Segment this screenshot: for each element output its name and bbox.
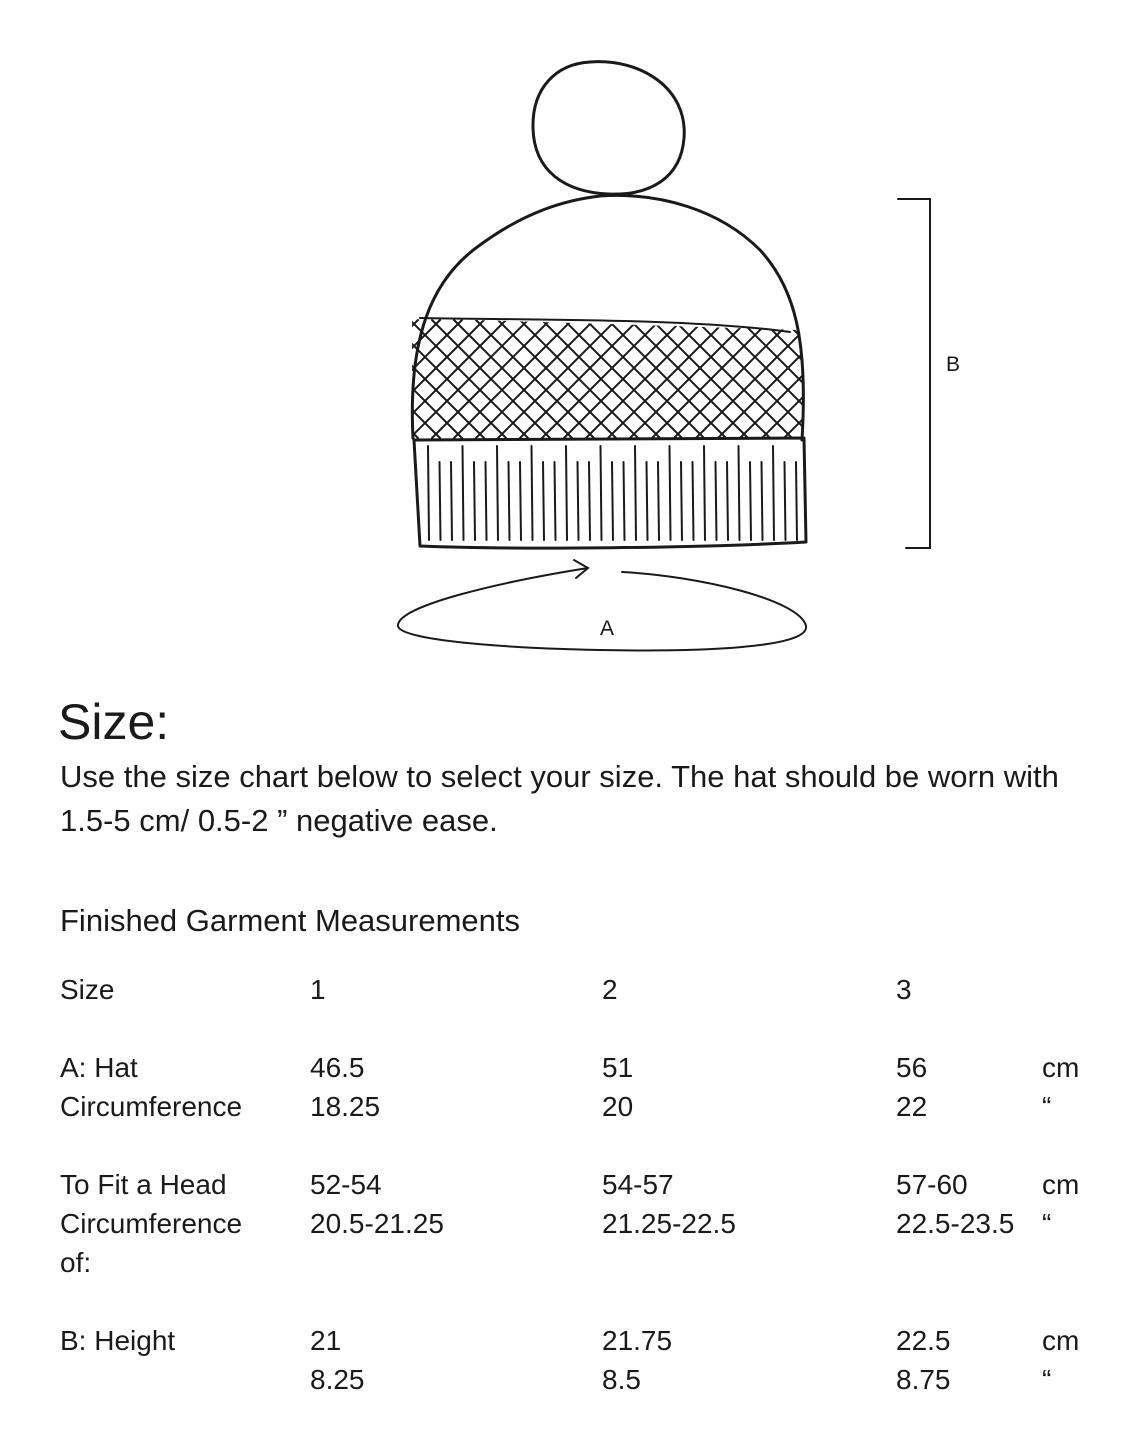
height-size-1: 21 8.25 xyxy=(310,1325,365,1395)
height-size-2: 21.75 8.5 xyxy=(602,1325,673,1395)
size-1-header: 1 xyxy=(310,974,326,1005)
hat-diagram xyxy=(0,0,1140,670)
hat-circumference-size-3: 56 22 xyxy=(896,1052,928,1122)
hat-brim xyxy=(414,438,806,548)
height-size-3: 22.5 8.75 xyxy=(896,1325,951,1395)
height-bracket xyxy=(898,199,930,548)
row-head-circumference-label: To Fit a Head Circumference of: xyxy=(60,1169,243,1278)
pom-pom xyxy=(533,62,684,195)
head-circumference-units: cm “ xyxy=(1042,1169,1080,1239)
height-units: cm “ xyxy=(1042,1325,1080,1395)
head-circumference-size-1: 52-54 20.5-21.25 xyxy=(310,1169,444,1239)
head-circumference-size-2: 54-57 21.25-22.5 xyxy=(602,1169,736,1239)
size-heading: Size: xyxy=(58,694,170,750)
size-3-header: 3 xyxy=(896,974,912,1005)
measurements-heading: Finished Garment Measurements xyxy=(60,903,521,938)
row-height-label: B: Height xyxy=(60,1325,176,1356)
hat-circumference-size-1: 46.5 18.25 xyxy=(310,1052,381,1122)
size-2-header: 2 xyxy=(602,974,618,1005)
row-hat-circumference-label: A: Hat Circumference xyxy=(60,1052,243,1122)
label-b: B xyxy=(946,353,961,376)
hat-circumference-units: cm “ xyxy=(1042,1052,1080,1122)
head-circumference-size-3: 57-60 22.5-23.5 xyxy=(896,1169,1015,1239)
hat-circumference-size-2: 51 20 xyxy=(602,1052,634,1122)
brim-ribbing xyxy=(428,446,797,540)
label-a: A xyxy=(600,617,615,640)
size-header-label: Size xyxy=(60,974,115,1005)
colorwork-crosshatch xyxy=(300,320,1034,438)
size-intro: Use the size chart below to select your size. The hat should be worn with 1.5-5 cm/ 0.5-2 ” negative ease. xyxy=(60,759,1059,838)
